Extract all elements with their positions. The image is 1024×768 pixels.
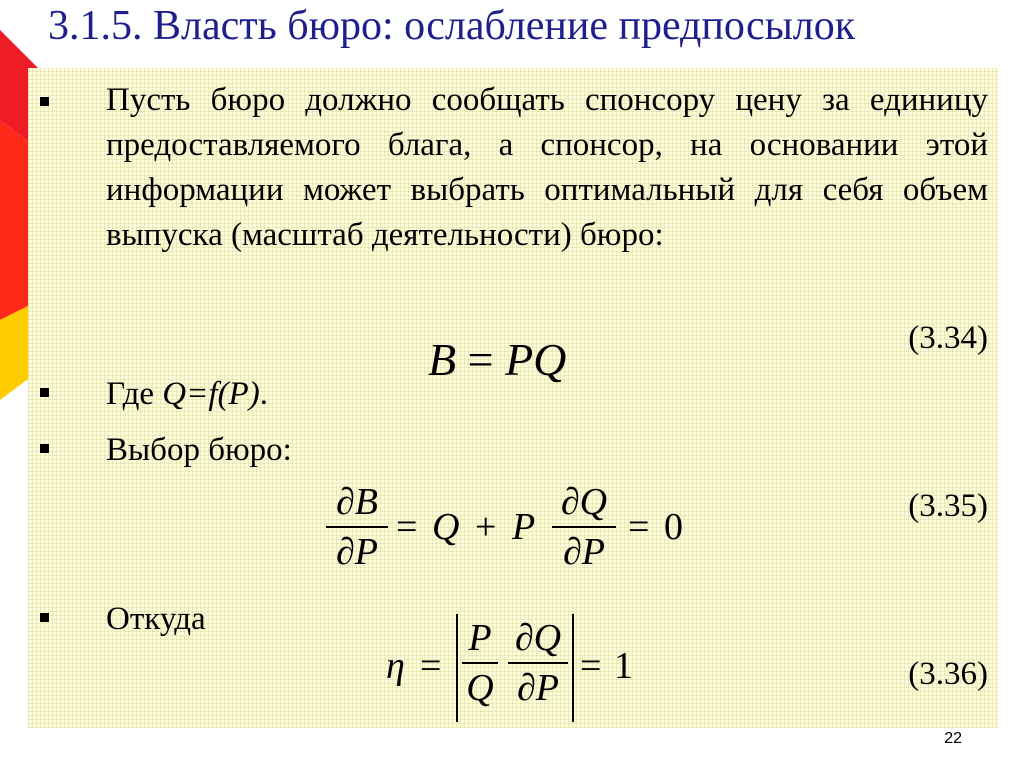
eq-p: P (512, 506, 536, 548)
eq-pq: PQ (505, 334, 567, 385)
bullet-marker (40, 388, 49, 397)
bullet-text-4: Откуда (106, 601, 206, 637)
fraction-dQ-dP (552, 480, 616, 574)
fraction-bar (552, 526, 616, 528)
bullet-2-formula: Q=f(P) (162, 376, 260, 412)
fraction-bar (326, 526, 388, 528)
frac-numerator: P (468, 617, 492, 659)
eq-one: 1 (614, 645, 633, 687)
equation-number-3-35: (3.35) (908, 488, 988, 524)
bullet-marker (40, 613, 49, 622)
frac-denominator: ∂P (517, 667, 559, 709)
page-number: 22 (944, 730, 962, 747)
eq-zero: 0 (664, 506, 683, 548)
frac-numerator: ∂Q (514, 617, 562, 659)
bullet-2-prefix: Где (106, 376, 163, 412)
fraction-dQ-dP (508, 616, 568, 710)
frac-denominator: ∂P (336, 531, 378, 573)
fraction-bar (462, 662, 498, 664)
eq-q: Q (432, 506, 460, 548)
fraction-bar (508, 662, 568, 664)
bullet-text-1: Пусть бюро должно сообщать спонсору цену за единицу предоставляемого блага, а спонсор, на основании этой информации может выбрать оптимальный для себя объем выпуска (масштаб деятельности) бюро: (106, 82, 988, 253)
equation-number-3-36: (3.36) (908, 656, 988, 692)
equation-number-3-34: (3.34) (908, 320, 988, 356)
eq-plus: + (475, 506, 497, 548)
bullet-text-3: Выбор бюро: (106, 432, 292, 468)
equation-3-34 (428, 333, 566, 386)
fraction-dB-dP (326, 480, 388, 574)
abs-bar-left (456, 614, 458, 722)
abs-bar-right (572, 614, 574, 722)
bullet-text-2 (106, 372, 268, 417)
eq-equals: = (420, 645, 442, 687)
frac-numerator: ∂Q (560, 481, 608, 523)
frac-numerator: ∂B (336, 481, 378, 523)
bullet-2-suffix: . (259, 376, 268, 412)
fraction-P-Q (462, 616, 498, 710)
eq-equals: = (580, 645, 602, 687)
eq-equals: = (396, 506, 418, 548)
eq-equals: = (467, 334, 494, 385)
frac-denominator: ∂P (563, 531, 605, 573)
frac-denominator: Q (466, 667, 494, 709)
eq-equals: = (628, 506, 650, 548)
bullet-marker (40, 444, 49, 453)
bullet-marker (40, 97, 49, 106)
eq-eta: η (386, 645, 405, 687)
eq-b: B (428, 334, 457, 385)
slide-title: 3.1.5. Власть бюро: ослабление предпосылок (48, 3, 856, 49)
